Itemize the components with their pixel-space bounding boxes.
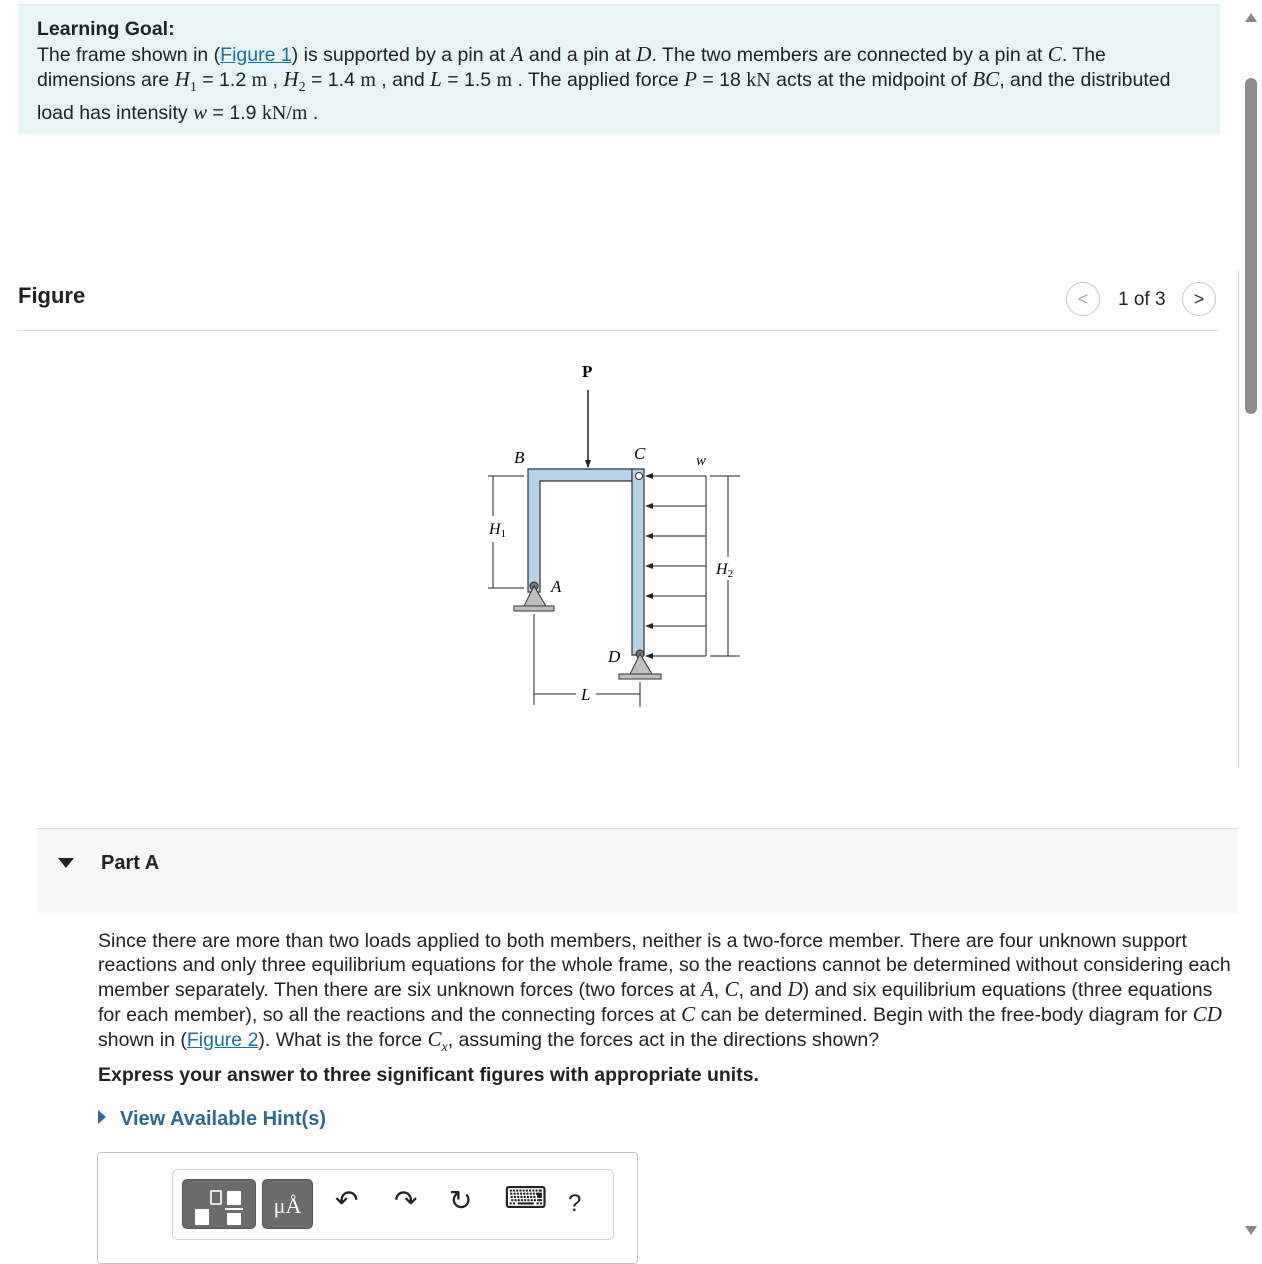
learning-goal-text (37, 17, 1207, 126)
member-ab (528, 469, 632, 592)
label-a: A (551, 577, 562, 596)
pin-c (636, 473, 643, 480)
question-text: Since there are more than two loads applied to both members, neither is a two-force member. There are four unknown support reactions and only three equilibrium equations for the whole frame, so the reactions cannot be determined without considering each member separately. Then there are six unknown forces (two forces at (98, 930, 1231, 1001)
goal-text: , (267, 69, 284, 91)
question-text: ). What is the force (258, 1029, 428, 1051)
label-h1: H1 (489, 521, 507, 540)
caret-down-icon[interactable] (58, 858, 74, 868)
question-text: ) and six equilibrium equations (three equations for each member), so all the reactions and the connecting forces at (98, 979, 1213, 1026)
figure-1-link[interactable]: Figure 1 (220, 43, 292, 66)
reset-icon[interactable]: ↻ (449, 1185, 473, 1216)
math-C: C (724, 977, 739, 1001)
math-toolbar (172, 1169, 614, 1240)
scroll-down-arrow-icon[interactable] (1245, 1226, 1257, 1235)
math-BC: BC (972, 67, 1000, 91)
distributed-load (646, 476, 706, 656)
view-hints-link[interactable] (98, 1108, 326, 1131)
math-H1: H (174, 67, 190, 91)
previous-figure-button[interactable] (1066, 282, 1100, 316)
goal-text: ) is supported by a pin at (291, 43, 511, 66)
part-a-header[interactable] (37, 828, 1238, 913)
label-h2: H2 (716, 561, 734, 580)
learning-goal-panel (18, 4, 1220, 134)
goal-text: . The two members are connected by a pin at (651, 43, 1048, 66)
units-icon: μÅ (273, 1193, 302, 1218)
figure-counter: 1 of 3 (1118, 289, 1166, 310)
help-icon[interactable]: ? (568, 1190, 582, 1217)
unit-kN: kN (746, 69, 771, 91)
math-A: A (510, 41, 524, 66)
math-H1-sub: 1 (189, 79, 197, 95)
templates-icon (183, 1180, 257, 1230)
label-w: w (696, 453, 707, 469)
math-C: C (1047, 41, 1062, 66)
math-Cx-sub: x (441, 1039, 448, 1055)
math-D: D (636, 41, 652, 66)
chevron-left-icon: < (1077, 288, 1089, 309)
figure-divider (18, 330, 1219, 331)
goal-text: . (307, 102, 319, 125)
math-H2: H (283, 67, 299, 91)
math-D: D (787, 977, 803, 1001)
question-text: , and (738, 979, 788, 1001)
question-text: , (713, 979, 725, 1001)
math-L: L (430, 67, 442, 91)
scroll-up-arrow-icon[interactable] (1245, 13, 1257, 22)
math-A: A (700, 977, 714, 1001)
goal-text: = 18 (696, 69, 747, 91)
figure-heading: Figure (18, 283, 86, 308)
goal-text: . The applied force (512, 69, 685, 91)
goal-text: The frame shown in ( (37, 43, 221, 66)
unit-m: m (496, 69, 513, 91)
math-C: C (681, 1002, 696, 1026)
keyboard-icon[interactable]: ⌨ (504, 1182, 548, 1215)
goal-text: , and the distributed load has intensity (37, 69, 1171, 125)
label-b: B (514, 448, 525, 467)
question-text: shown in ( (98, 1029, 187, 1051)
label-d: D (608, 647, 621, 666)
math-CD: CD (1192, 1002, 1222, 1026)
goal-text: = 1.5 (441, 69, 497, 91)
support-d (630, 654, 652, 674)
frame-figure (460, 350, 780, 720)
next-figure-button[interactable] (1182, 282, 1216, 316)
unit-kN-per-m: kN/m (261, 102, 308, 125)
caret-right-icon (98, 1110, 106, 1124)
units-button[interactable] (262, 1179, 313, 1229)
goal-text: . The dimensions are (37, 43, 1106, 91)
math-P: P (684, 67, 697, 91)
label-c: C (634, 444, 646, 463)
unit-m: m (251, 69, 268, 91)
templates-button[interactable] (182, 1179, 256, 1229)
math-Cx: C (427, 1027, 442, 1051)
goal-text: = 1.2 (196, 69, 252, 91)
goal-text: = 1.9 (207, 102, 262, 125)
question-text: can be determined. Begin with the free-body diagram for (695, 1004, 1193, 1026)
answer-instructions: Express your answer to three significant figures with appropriate units. (98, 1064, 759, 1086)
math-w: w (193, 100, 208, 125)
figure-2-link[interactable]: Figure 2 (186, 1029, 259, 1051)
label-p: P (582, 362, 593, 381)
unit-m: m (360, 69, 376, 91)
label-l: L (581, 685, 591, 704)
undo-icon[interactable]: ↶ (335, 1185, 359, 1216)
math-H2-sub: 2 (298, 79, 306, 95)
question-text: , assuming the forces act in the directions shown? (447, 1029, 880, 1051)
scrollbar-thumb[interactable] (1245, 78, 1257, 414)
view-hints-label: View Available Hint(s) (120, 1108, 326, 1130)
goal-text: , and (375, 69, 431, 91)
member-cd (632, 469, 644, 655)
learning-goal-title: Learning Goal: (37, 18, 175, 40)
support-d-base (619, 674, 661, 679)
panel-divider (1238, 270, 1239, 768)
redo-icon[interactable]: ↷ (394, 1185, 418, 1216)
part-a-question (98, 929, 1238, 1060)
goal-text: and a pin at (523, 43, 637, 66)
support-a-base (514, 606, 554, 611)
goal-text: = 1.4 (305, 69, 361, 91)
support-a (524, 586, 546, 606)
chevron-right-icon: > (1193, 288, 1205, 309)
goal-text: acts at the midpoint of (770, 69, 973, 91)
part-a-title: Part A (101, 852, 160, 874)
